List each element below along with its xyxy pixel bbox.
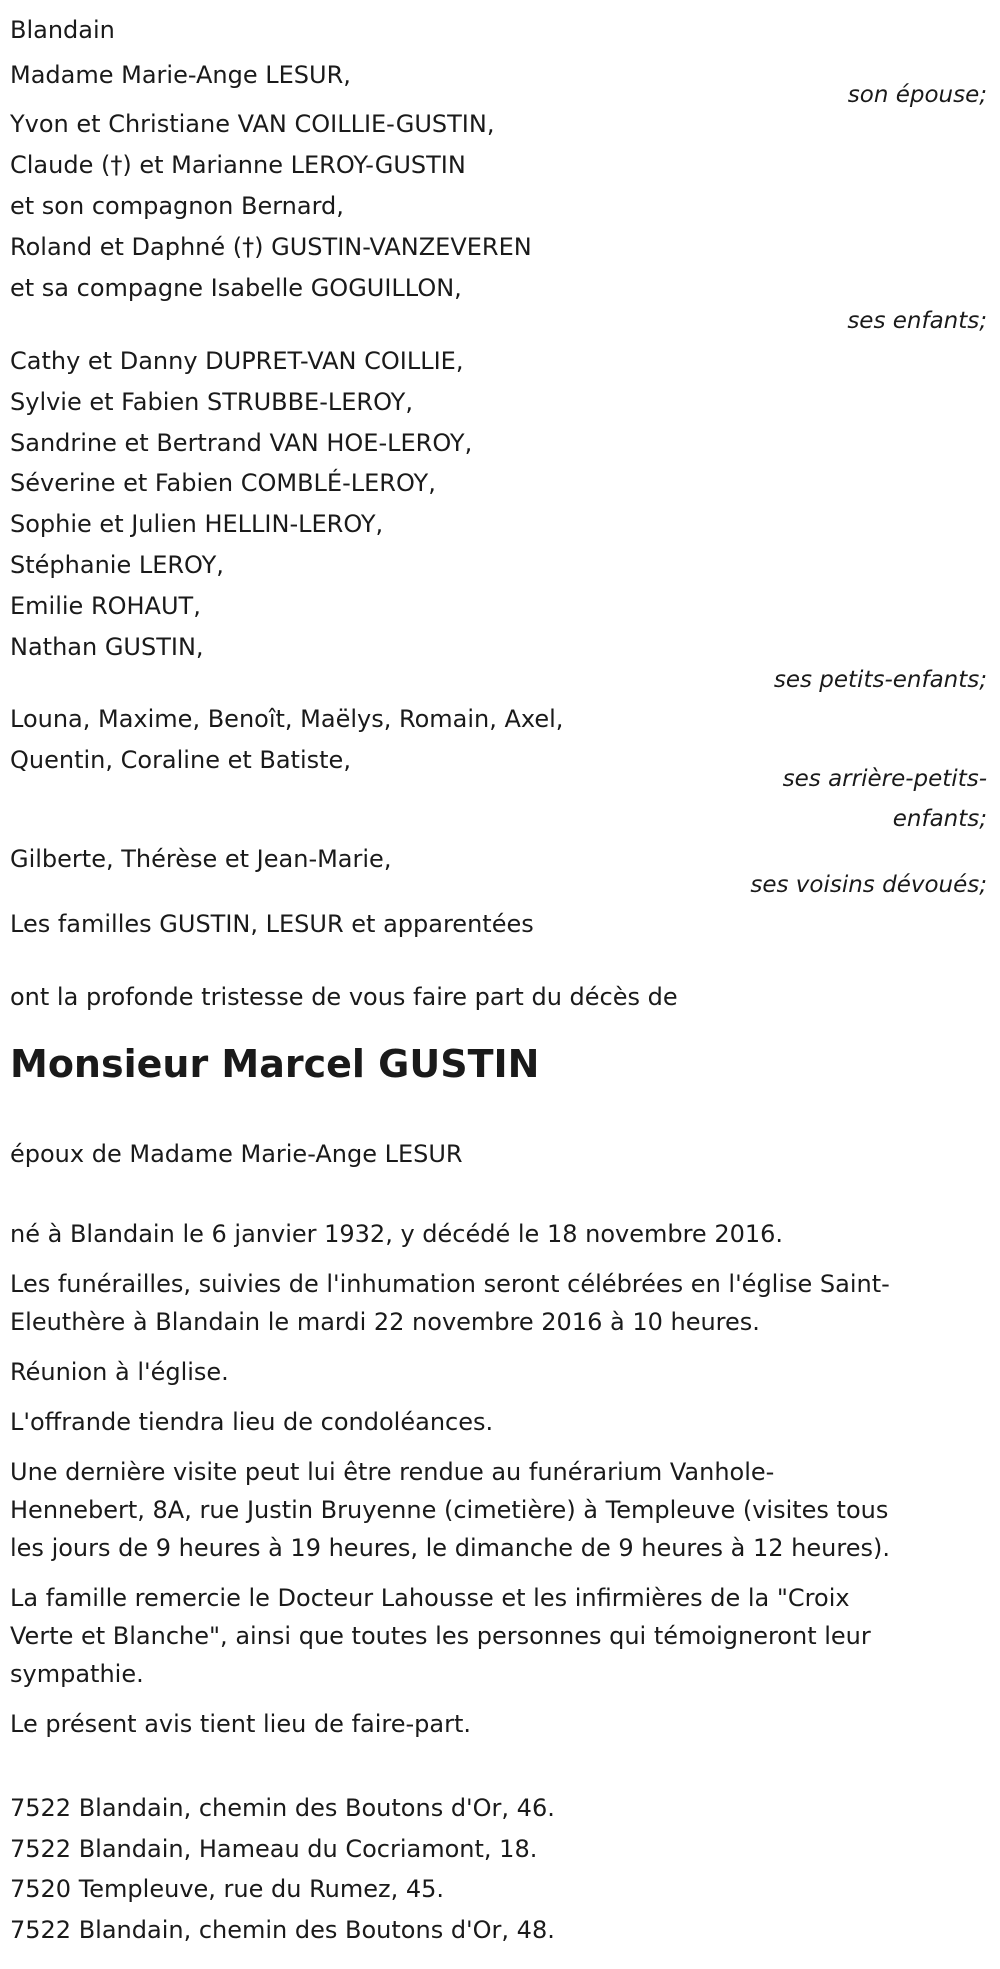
name-line: Emilie ROHAUT, [10, 592, 201, 620]
address-line: 7520 Templeuve, rue du Rumez, 45. [10, 1875, 445, 1903]
name-line: Yvon et Christiane VAN COILLIE-GUSTIN, [10, 110, 495, 138]
funeral-text: Eleuthère à Blandain le mardi 22 novembre 2016 à 10 heures. [10, 1308, 760, 1336]
name-line: Séverine et Fabien COMBLÉ-LEROY, [10, 469, 436, 497]
name-line: Sylvie et Fabien STRUBBE-LEROY, [10, 388, 413, 416]
name-line: Sandrine et Bertrand VAN HOE-LEROY, [10, 429, 473, 457]
name-line: et sa compagne Isabelle GOGUILLON, [10, 274, 462, 302]
notice-text: Le présent avis tient lieu de faire-part. [10, 1710, 472, 1738]
relation-label: son épouse; [847, 82, 987, 108]
offering-text: L'offrande tiendra lieu de condoléances. [10, 1408, 494, 1436]
funeral-text: Les funérailles, suivies de l'inhumation seront célébrées en l'église Saint- [10, 1270, 890, 1298]
address-line: 7522 Blandain, chemin des Boutons d'Or, 48. [10, 1916, 555, 1944]
thanks-text: La famille remercie le Docteur Lahousse et les infirmières de la "Croix [10, 1584, 850, 1612]
relation-label: ses enfants; [847, 308, 987, 334]
address-line: 7522 Blandain, Hameau du Cocriamont, 18. [10, 1835, 538, 1863]
relation-label: ses petits-enfants; [773, 667, 987, 693]
visit-text: Hennebert, 8A, rue Justin Bruyenne (cimetière) à Templeuve (visites tous [10, 1496, 889, 1524]
name-line: Madame Marie-Ange LESUR, [10, 61, 351, 89]
announcement-text: ont la profonde tristesse de vous faire part du décès de [10, 983, 678, 1011]
birth-death-line: né à Blandain le 6 janvier 1932, y décédé le 18 novembre 2016. [10, 1220, 784, 1248]
name-line: Roland et Daphné (†) GUSTIN-VANZEVEREN [10, 233, 532, 261]
name-line: Quentin, Coraline et Batiste, [10, 746, 351, 774]
relation-label: ses voisins dévoués; [750, 872, 987, 898]
visit-text: Une dernière visite peut lui être rendue au funérarium Vanhole- [10, 1458, 775, 1486]
meeting-text: Réunion à l'église. [10, 1358, 229, 1386]
spouse-line: époux de Madame Marie-Ange LESUR [10, 1140, 463, 1168]
thanks-text: Verte et Blanche", ainsi que toutes les personnes qui témoigneront leur [10, 1622, 871, 1650]
name-line: Stéphanie LEROY, [10, 551, 224, 579]
relation-label: ses arrière-petits- [782, 766, 987, 792]
name-line: Louna, Maxime, Benoît, Maëlys, Romain, Axel, [10, 705, 564, 733]
name-line: Cathy et Danny DUPRET-VAN COILLIE, [10, 347, 464, 375]
thanks-text: sympathie. [10, 1660, 144, 1688]
place-heading: Blandain [10, 16, 115, 44]
name-line: et son compagnon Bernard, [10, 192, 344, 220]
name-line: Claude (†) et Marianne LEROY-GUSTIN [10, 151, 466, 179]
name-line: Sophie et Julien HELLIN-LEROY, [10, 510, 384, 538]
name-line: Gilberte, Thérèse et Jean-Marie, [10, 845, 392, 873]
name-line: Nathan GUSTIN, [10, 633, 204, 661]
name-line: Les familles GUSTIN, LESUR et apparentées [10, 910, 534, 938]
deceased-name: Monsieur Marcel GUSTIN [10, 1042, 540, 1086]
relation-label: enfants; [892, 806, 987, 832]
visit-text: les jours de 9 heures à 19 heures, le dimanche de 9 heures à 12 heures). [10, 1534, 890, 1562]
address-line: 7522 Blandain, chemin des Boutons d'Or, 46. [10, 1794, 555, 1822]
